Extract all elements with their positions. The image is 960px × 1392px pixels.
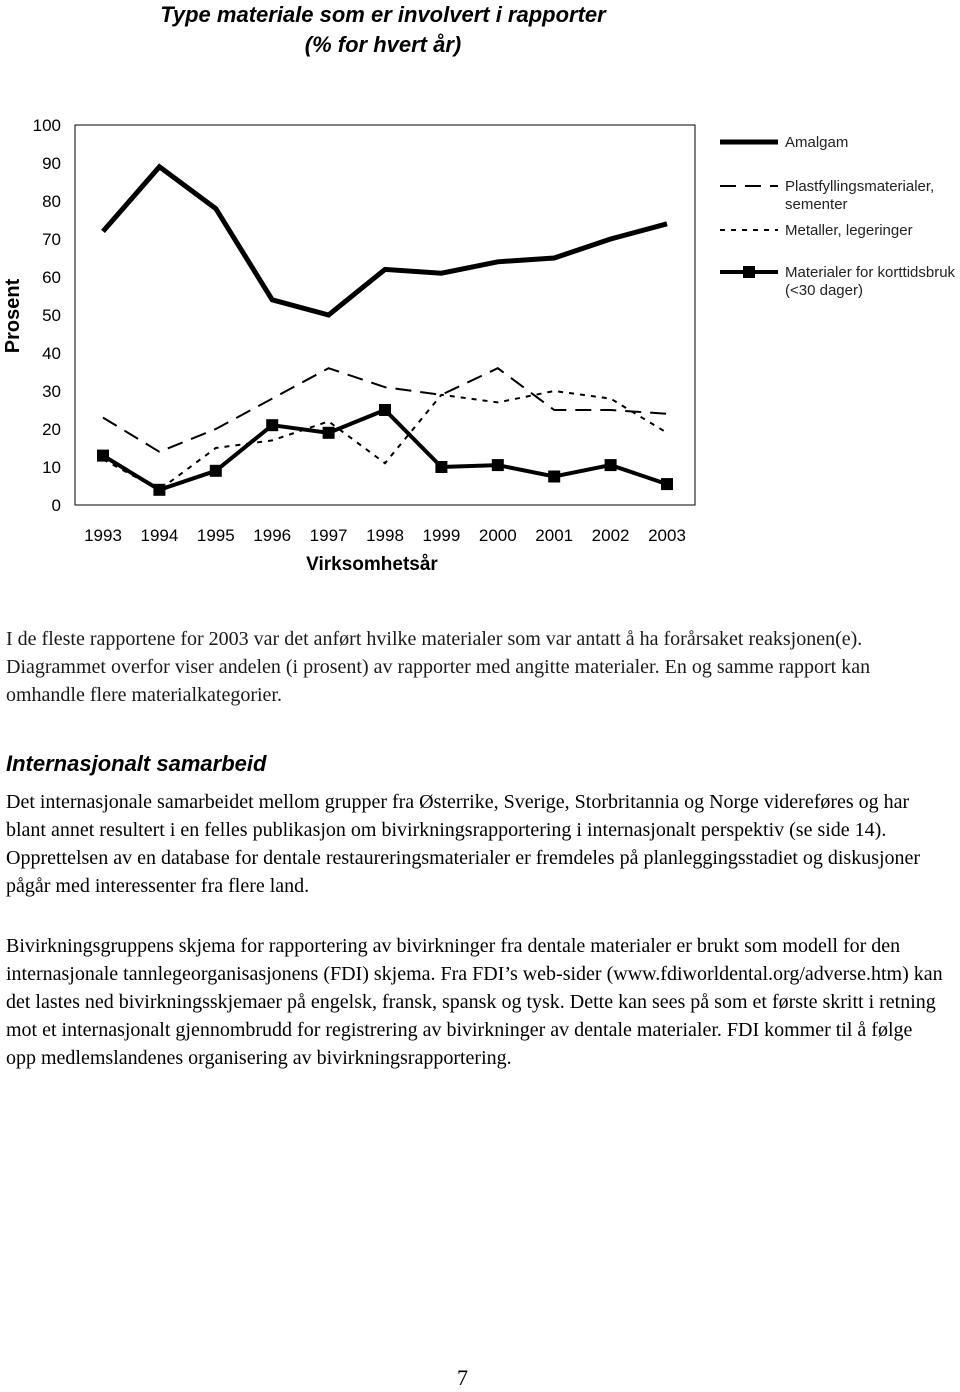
x-tick-labels — [84, 526, 686, 545]
series-marker — [548, 471, 560, 483]
legend-label: Amalgam — [785, 134, 849, 151]
x-tick-label: 2002 — [591, 526, 630, 545]
legend — [720, 134, 956, 299]
x-tick-label: 2003 — [648, 526, 686, 545]
series-marker — [661, 478, 673, 490]
x-tick-label: 1995 — [196, 526, 235, 545]
series-line-4 — [103, 410, 667, 490]
y-tick-label: 10 — [42, 458, 61, 477]
legend-label: Plastfyllingsmaterialer, — [785, 178, 935, 195]
intro-paragraph: I de fleste rapportene for 2003 var det anført hvilke materialer som var antatt å ha forårsaket reaksjonen(e). Diagrammet overfor viser andelen (i prosent) av rapporter med angitte materialer. En og samme rapport kan omhandle flere materialkategorier. — [6, 628, 871, 706]
x-tick-label: 2001 — [535, 526, 574, 545]
y-tick-label: 70 — [42, 230, 61, 249]
series-marker — [435, 461, 447, 473]
y-tick-label: 60 — [42, 268, 61, 287]
series-marker — [492, 459, 504, 471]
x-tick-label: 1998 — [366, 526, 404, 545]
series-lines — [97, 167, 673, 496]
section-heading: Internasjonalt samarbeid — [6, 751, 267, 776]
series-marker — [323, 427, 335, 439]
legend-label: Metaller, legeringer — [785, 222, 913, 239]
chart — [0, 0, 960, 600]
series-marker — [97, 450, 109, 462]
series-marker — [266, 419, 278, 431]
legend-label: Materialer for korttidsbruk — [785, 264, 956, 281]
series-marker — [379, 404, 391, 416]
chart-title: Type materiale som er involvert i rapporter — [160, 2, 606, 27]
body-paragraph-1: Det internasjonale samarbeidet mellom grupper fra Østerrike, Sverige, Storbritannia og Norge videreføres og har blant annet resultert i en felles publikasjon om bivirkningsrapportering i internasjonalt perspektiv (se side 14). Opprettelsen av en database for dentale restaureringsmaterialer er fremdeles på planleggingsstadiet og diskusjoner pågår med interessenter fra flere land. — [6, 791, 921, 897]
y-axis-label: Prosent — [2, 278, 24, 354]
legend-label: (<30 dager) — [785, 282, 863, 299]
y-tick-label: 50 — [42, 306, 61, 325]
y-tick-label: 100 — [32, 116, 61, 135]
y-tick-label: 30 — [42, 382, 61, 401]
x-tick-label: 1993 — [84, 526, 122, 545]
y-tick-label: 80 — [42, 192, 61, 211]
y-tick-label: 40 — [42, 344, 61, 363]
series-line-1 — [103, 167, 667, 315]
chart-svg — [0, 0, 960, 600]
x-tick-label: 1994 — [140, 526, 179, 545]
x-tick-label: 1996 — [253, 526, 292, 545]
x-axis-label: Virksomhetsår — [306, 554, 438, 575]
legend-marker — [743, 266, 755, 278]
page-number: 7 — [457, 1365, 468, 1390]
x-tick-label: 1997 — [309, 526, 348, 545]
body-paragraph-2: Bivirkningsgruppens skjema for rapportering av bivirkninger fra dentale materialer er brukt som modell for den internasjonale tannlegeorganisasjonens (FDI) skjema. Fra FDI’s web-sider (www.fdiworldental.org/adverse.htm) kan det lastes ned bivirkningsskjemaer på engelsk, fransk, spansk og tysk. Dette kan sees på som et første skritt i retning mot et internasjonalt gjennombrudd for registrering av bivirkninger av dentale materialer. FDI kommer til å følge opp medlemslandenes organisering av bivirkningsrapportering. — [6, 935, 943, 1069]
y-tick-labels — [33, 116, 61, 515]
series-marker — [605, 459, 617, 471]
legend-label: sementer — [785, 196, 848, 213]
y-tick-label: 90 — [42, 154, 61, 173]
y-tick-label: 20 — [42, 420, 61, 439]
y-tick-label: 0 — [51, 496, 61, 515]
chart-subtitle: (% for hvert år) — [304, 32, 462, 57]
x-tick-label: 1999 — [422, 526, 461, 545]
series-marker — [210, 465, 222, 477]
x-tick-label: 2000 — [478, 526, 517, 545]
series-marker — [153, 484, 165, 496]
